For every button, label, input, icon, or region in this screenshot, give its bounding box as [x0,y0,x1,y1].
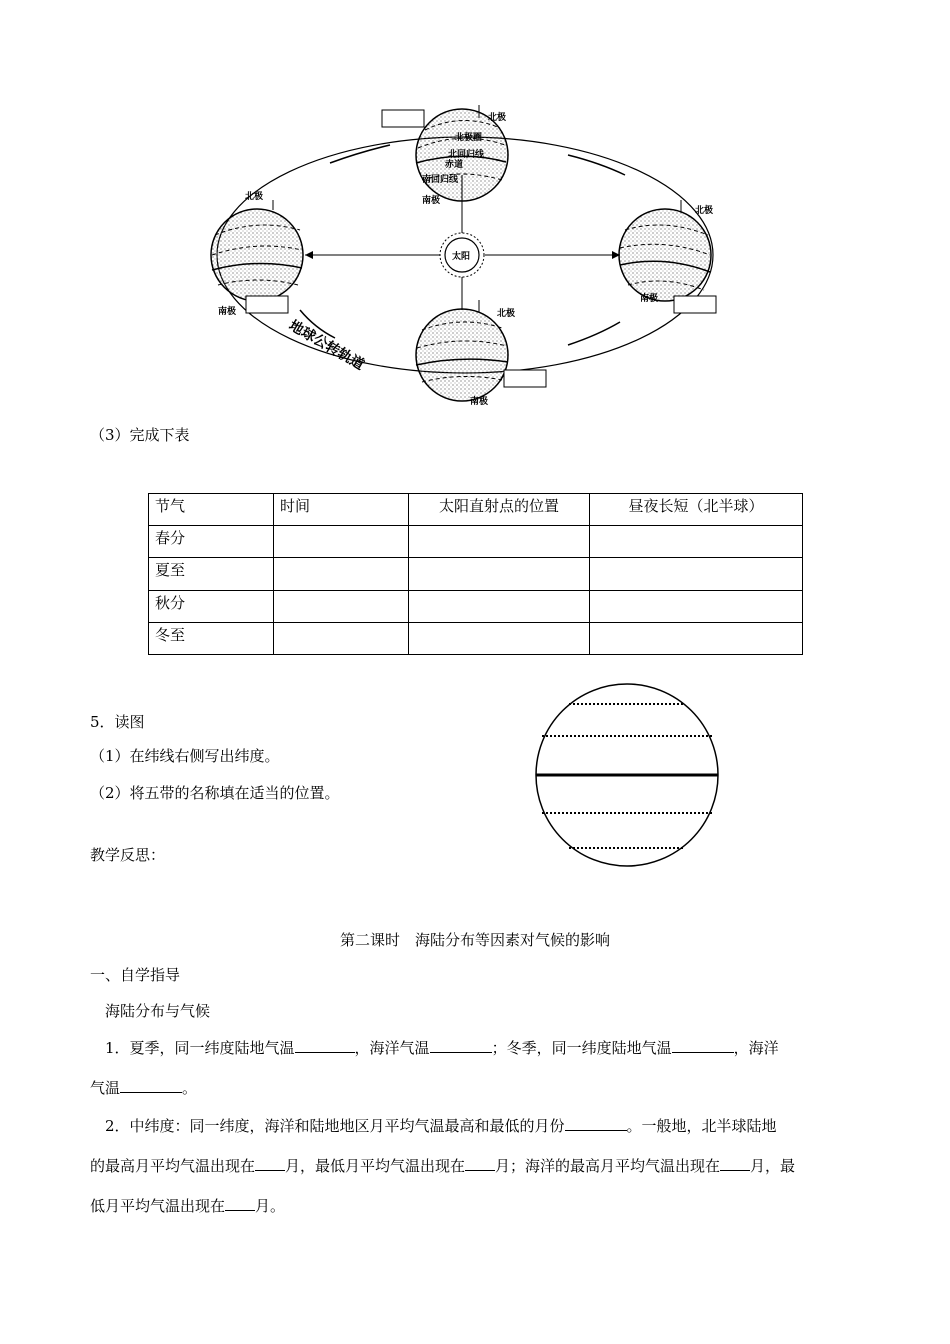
answer-box-left [246,296,288,313]
table-row [149,622,803,654]
fill-blank[interactable] [672,1038,734,1053]
south-pole-label: 南极 [640,294,659,304]
section-1-heading: 一、自学指导 [90,966,181,984]
north-pole-label: 北极 [488,113,507,123]
table-cell: 夏至 [149,558,274,590]
table-cell[interactable] [274,558,409,590]
earth-revolution-diagram [200,100,730,415]
question-5-title: 5．读图 [90,713,145,731]
paragraph-1-line-2: 气温 。 [90,1079,198,1097]
table-row [149,590,803,622]
paragraph-1-line-1: 1．夏季，同一纬度陆地气温 ，海洋气温 ；冬季，同一纬度陆地气温 ，海洋 [105,1039,779,1057]
question-3-heading: （3）完成下表 [90,426,190,444]
table-cell[interactable] [590,558,803,590]
table-cell[interactable] [409,526,590,558]
solar-terms-table [148,493,803,655]
north-pole-label: 北极 [695,206,714,216]
table-row [149,526,803,558]
table-header-cell: 时间 [274,494,409,526]
teaching-reflection-label: 教学反思： [90,846,166,864]
table-cell: 冬至 [149,622,274,654]
table-row [149,558,803,590]
south-pole-label: 南极 [218,307,237,317]
fill-blank[interactable] [465,1156,495,1171]
arctic-circle-label: 北极圈 [455,133,483,143]
sun-label: 太阳 [452,252,471,262]
equator-label: 赤道 [445,160,464,170]
south-pole-label: 南极 [470,397,489,407]
paragraph-2-line-1: 2．中纬度：同一纬度，海洋和陆地地区月平均气温最高和最低的月份 。一般地，北半球陆地 [105,1117,777,1135]
tropic-cancer-label: 北回归线 [448,150,485,160]
orbit-arrow-mark [568,322,620,345]
table-cell[interactable] [409,558,590,590]
globe-bottom [416,300,508,401]
globe-left [211,200,303,301]
orbit-arrow-mark [568,155,625,175]
fill-blank[interactable] [225,1196,255,1211]
north-pole-label: 北极 [245,192,264,202]
table-cell[interactable] [409,622,590,654]
fill-blank[interactable] [565,1116,627,1131]
answer-box-bottom [504,370,546,387]
table-cell[interactable] [274,622,409,654]
fill-blank[interactable] [295,1038,355,1053]
table-cell[interactable] [274,526,409,558]
table-cell: 春分 [149,526,274,558]
table-header-cell: 昼夜长短（北半球） [590,494,803,526]
table-header-cell: 太阳直射点的位置 [409,494,590,526]
table-cell[interactable] [274,590,409,622]
fill-blank[interactable] [120,1078,182,1093]
table-cell: 秋分 [149,590,274,622]
paragraph-2-line-2: 的最高月平均气温出现在 月，最低月平均气温出现在 月；海洋的最高月平均气温出现在 月，最 [90,1157,796,1175]
south-pole-label: 南极 [422,196,441,206]
orbit-label: 地球公转轨道 [286,317,367,374]
table-cell[interactable] [590,526,803,558]
tropic-capricorn-label: 南回归线 [422,175,459,185]
question-5-item-2: （2）将五带的名称填在适当的位置。 [90,784,340,802]
table-cell[interactable] [590,622,803,654]
table-cell[interactable] [590,590,803,622]
fill-blank[interactable] [255,1156,285,1171]
fill-blank[interactable] [430,1038,492,1053]
fill-blank[interactable] [720,1156,750,1171]
subheading-land-sea: 海陆分布与气候 [105,1002,211,1020]
paragraph-2-line-3: 低月平均气温出现在 月。 [90,1197,286,1215]
answer-box-top [382,110,424,127]
lesson-2-title: 第二课时 海陆分布等因素对气候的影响 [339,931,610,949]
north-pole-label: 北极 [497,309,516,319]
table-header-row [149,494,803,526]
question-5-item-1: （1）在纬线右侧写出纬度。 [90,747,280,765]
latitude-zones-diagram [534,682,720,868]
table-cell[interactable] [409,590,590,622]
table-header-cell: 节气 [149,494,274,526]
answer-box-right [674,296,716,313]
